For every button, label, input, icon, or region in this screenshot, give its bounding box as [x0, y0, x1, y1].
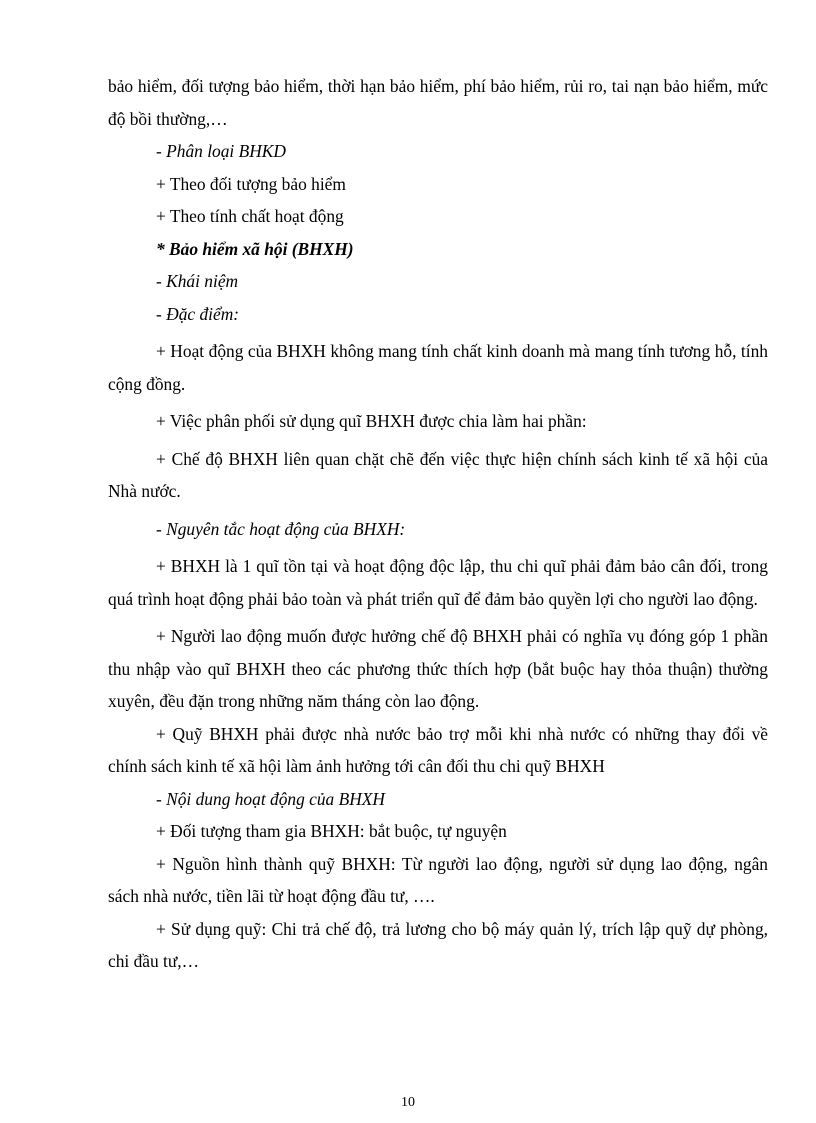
- heading-principles: - Nguyên tắc hoạt động của BHXH:: [156, 518, 406, 539]
- document-page: [108, 70, 768, 978]
- heading-concept: - Khái niệm: [156, 271, 239, 291]
- paragraph-non-profit: + Hoạt động của BHXH không mang tính chất kinh doanh mà mang tính tương hỗ, tính cộng đồng.: [108, 341, 768, 394]
- paragraph-fund-sources: + Nguồn hình thành quỹ BHXH: Từ người lao động, người sử dụng lao động, ngân sách nhà nước, tiền lãi từ hoạt động đầu tư, ….: [108, 853, 768, 906]
- heading-activity-content: - Nội dung hoạt động của BHXH: [156, 788, 385, 809]
- paragraph-insurance-terms: bảo hiểm, đối tượng bảo hiểm, thời hạn bảo hiểm, phí bảo hiểm, rủi ro, tai nạn bảo hiểm, mức độ bồi thường,…: [108, 76, 768, 129]
- paragraph-policy-link: + Chế độ BHXH liên quan chặt chẽ đến việc thực hiện chính sách kinh tế xã hội của Nhà nước.: [108, 448, 768, 501]
- section-heading-social-insurance: * Bảo hiểm xã hội (BHXH): [156, 238, 354, 259]
- paragraph-independent-fund: + BHXH là 1 quĩ tồn tại và hoạt động độc lập, thu chi quĩ phải đảm bảo cân đối, trong quá trình hoạt động phải bảo toàn và phát triển quĩ để đảm bảo quyền lợi cho người lao động.: [108, 556, 768, 609]
- list-item-by-insured-object: + Theo đối tượng bảo hiểm: [156, 173, 346, 194]
- paragraph-participants: + Đối tượng tham gia BHXH: bắt buộc, tự nguyện: [156, 821, 507, 841]
- page-number: 10: [401, 1095, 415, 1110]
- heading-classification: - Phân loại BHKD: [156, 141, 286, 161]
- list-item-by-activity-nature: + Theo tính chất hoạt động: [156, 206, 344, 226]
- paragraph-state-support: + Quỹ BHXH phải được nhà nước bảo trợ mỗi khi nhà nước có những thay đổi về chính sách kinh tế xã hội làm ảnh hưởng tới cân đối thu chi quỹ BHXH: [108, 723, 768, 776]
- paragraph-contribution-obligation: + Người lao động muốn được hưởng chế độ BHXH phải có nghĩa vụ đóng góp 1 phần thu nhập vào quĩ BHXH theo các phương thức thích hợp (bắt buộc hay thỏa thuận) thường xuyên, đều đặn trong những năm tháng còn lao động.: [108, 626, 768, 711]
- heading-characteristics: - Đặc điểm:: [156, 303, 240, 324]
- paragraph-fund-distribution: + Việc phân phối sử dụng quĩ BHXH được chia làm hai phần:: [156, 411, 587, 431]
- paragraph-fund-usage: + Sử dụng quỹ: Chi trả chế độ, trả lương cho bộ máy quản lý, trích lập quỹ dự phòng, chi đầu tư,…: [108, 918, 768, 971]
